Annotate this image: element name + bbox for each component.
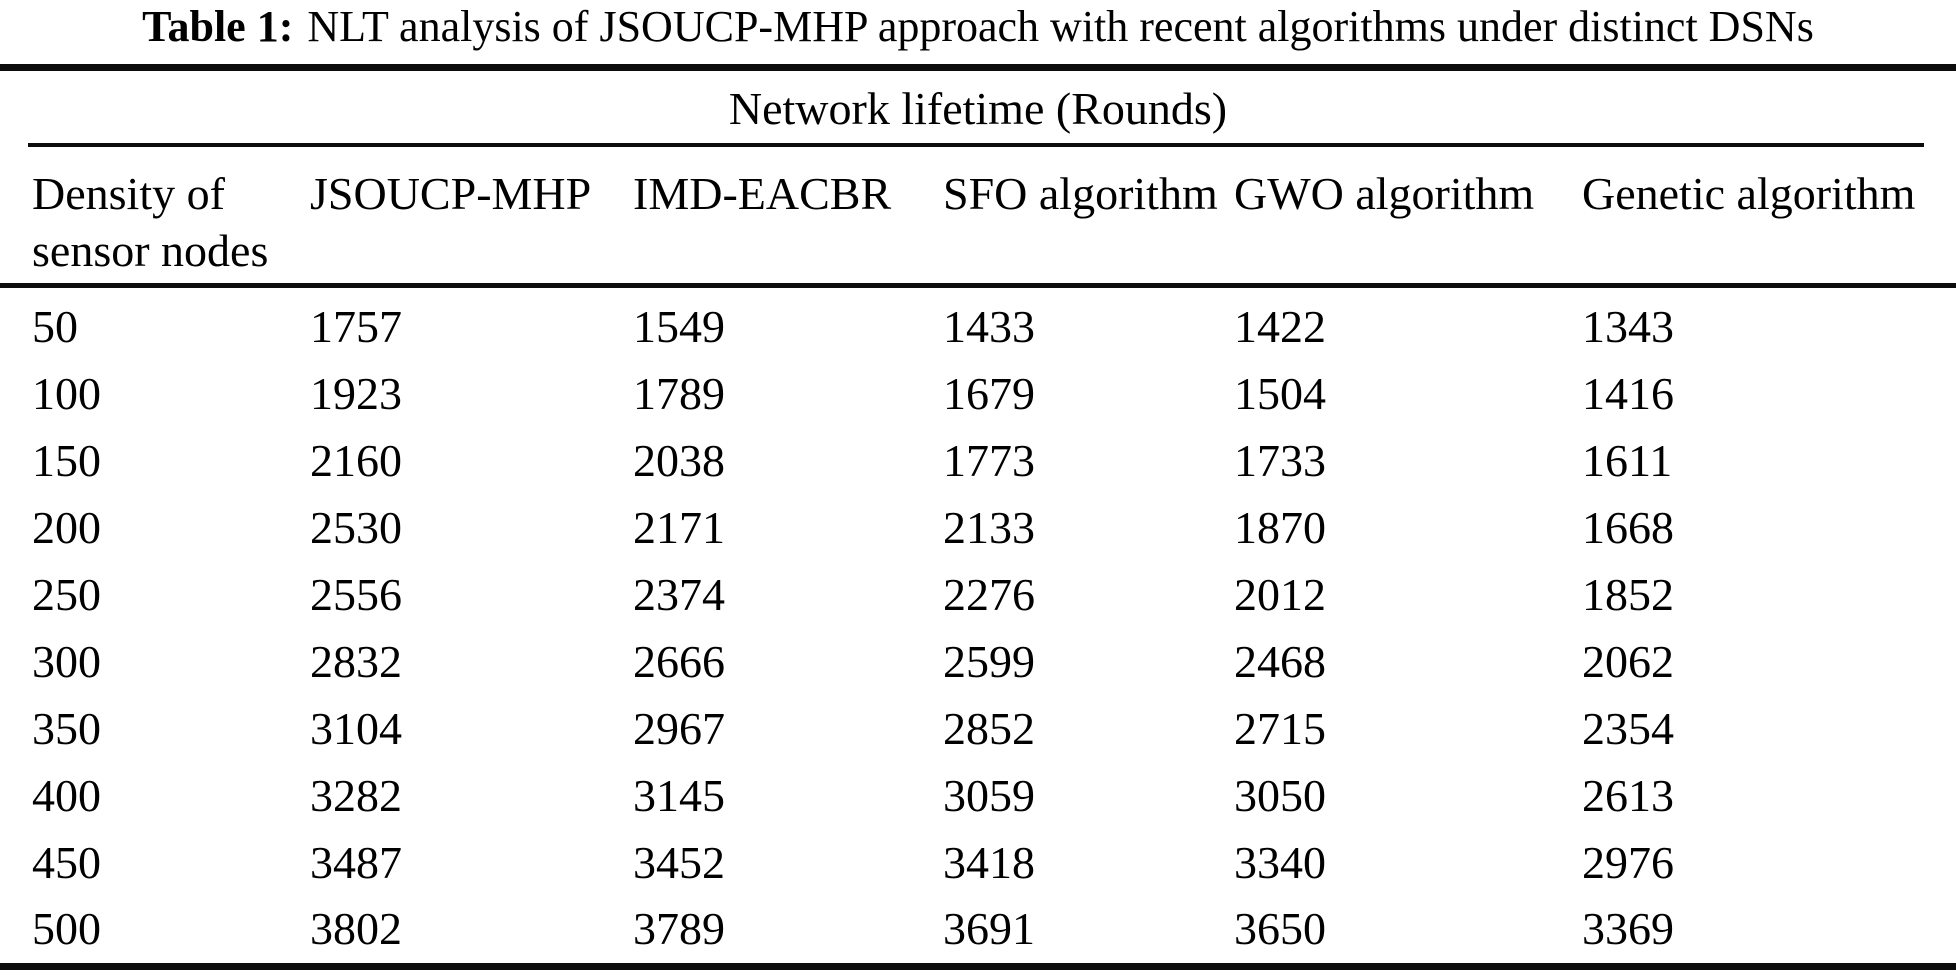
spanner-underline-rule <box>28 143 1924 147</box>
value-cell-row-3-col-4: 1870 <box>1234 502 1326 554</box>
value-cell-row-8-col-2: 3452 <box>633 836 725 888</box>
value-cell-row-8-col-1: 3487 <box>310 836 402 888</box>
density-cell-row-6: 350 <box>32 702 101 754</box>
value-cell-row-4-col-2: 2374 <box>633 569 725 620</box>
column-spanner-heading: Network lifetime (Rounds) <box>728 83 1228 134</box>
table-caption-label: Table 1: <box>142 2 294 51</box>
value-cell-row-7-col-1: 3282 <box>310 769 402 821</box>
density-cell-row-1: 100 <box>32 368 101 420</box>
column-header-imd-eacbr: IMD-EACBR <box>633 168 892 219</box>
value-cell-row-2-col-4: 1733 <box>1234 435 1326 487</box>
value-cell-row-2-col-5: 1611 <box>1582 435 1673 487</box>
column-header-sfo-algorithm: SFO algorithm <box>943 168 1218 219</box>
density-cell-row-8: 450 <box>32 836 101 888</box>
value-cell-row-0-col-1: 1757 <box>310 301 402 353</box>
value-cell-row-5-col-4: 2468 <box>1234 635 1326 687</box>
value-cell-row-0-col-5: 1343 <box>1582 301 1674 353</box>
value-cell-row-9-col-5: 3369 <box>1582 903 1674 955</box>
value-cell-row-6-col-5: 2354 <box>1582 702 1674 754</box>
value-cell-row-3-col-1: 2530 <box>310 502 402 554</box>
value-cell-row-2-col-2: 2038 <box>633 435 725 487</box>
density-cell-row-3: 200 <box>32 502 101 554</box>
value-cell-row-8-col-4: 3340 <box>1234 836 1326 888</box>
table-caption-text: NLT analysis of JSOUCP-MHP approach with recent algorithms under distinct DSNs <box>307 2 1814 51</box>
value-cell-row-4-col-1: 2556 <box>310 569 402 620</box>
value-cell-row-9-col-3: 3691 <box>943 903 1035 955</box>
table-header-row <box>0 165 1956 279</box>
value-cell-row-1-col-2: 1789 <box>633 368 725 420</box>
value-cell-row-1-col-5: 1416 <box>1582 368 1674 420</box>
density-cell-row-9: 500 <box>32 903 101 955</box>
value-cell-row-3-col-3: 2133 <box>943 502 1035 554</box>
value-cell-row-5-col-3: 2599 <box>943 635 1035 687</box>
value-cell-row-4-col-5: 1852 <box>1582 569 1674 620</box>
value-cell-row-9-col-2: 3789 <box>633 903 725 955</box>
density-cell-row-4: 250 <box>32 569 101 620</box>
value-cell-row-0-col-4: 1422 <box>1234 301 1326 353</box>
value-cell-row-6-col-1: 3104 <box>310 702 402 754</box>
column-header-genetic-algorithm: Genetic algorithm <box>1582 168 1916 219</box>
value-cell-row-5-col-2: 2666 <box>633 635 725 687</box>
table-caption <box>0 0 1956 54</box>
value-cell-row-5-col-5: 2062 <box>1582 635 1674 687</box>
value-cell-row-3-col-2: 2171 <box>633 502 725 554</box>
value-cell-row-4-col-4: 2012 <box>1234 569 1326 620</box>
column-header-jsoucp-mhp: JSOUCP-MHP <box>310 168 592 219</box>
value-cell-row-7-col-5: 2613 <box>1582 769 1674 821</box>
value-cell-row-1-col-1: 1923 <box>310 368 402 420</box>
value-cell-row-7-col-3: 3059 <box>943 769 1035 821</box>
value-cell-row-3-col-5: 1668 <box>1582 502 1674 554</box>
table-body <box>0 294 1956 963</box>
value-cell-row-7-col-2: 3145 <box>633 769 725 821</box>
density-cell-row-2: 150 <box>32 435 101 487</box>
column-header-gwo-algorithm: GWO algorithm <box>1234 168 1535 219</box>
density-cell-row-7: 400 <box>32 769 101 821</box>
table-top-rule <box>0 64 1956 71</box>
header-bottom-rule <box>0 283 1956 288</box>
value-cell-row-7-col-4: 3050 <box>1234 769 1326 821</box>
value-cell-row-0-col-3: 1433 <box>943 301 1035 353</box>
value-cell-row-9-col-1: 3802 <box>310 903 402 955</box>
value-cell-row-1-col-4: 1504 <box>1234 368 1326 420</box>
density-cell-row-0: 50 <box>32 301 78 353</box>
value-cell-row-1-col-3: 1679 <box>943 368 1035 420</box>
column-header-density-of-sensor-nodes: Density of sensor nodes <box>32 168 269 276</box>
table-bottom-rule <box>0 963 1956 970</box>
value-cell-row-5-col-1: 2832 <box>310 635 402 687</box>
value-cell-row-6-col-4: 2715 <box>1234 702 1326 754</box>
value-cell-row-8-col-3: 3418 <box>943 836 1035 888</box>
density-cell-row-5: 300 <box>32 635 101 687</box>
value-cell-row-2-col-3: 1773 <box>943 435 1035 487</box>
value-cell-row-6-col-2: 2967 <box>633 702 725 754</box>
value-cell-row-2-col-1: 2160 <box>310 435 402 487</box>
value-cell-row-0-col-2: 1549 <box>633 301 725 353</box>
value-cell-row-4-col-3: 2276 <box>943 569 1035 620</box>
value-cell-row-8-col-5: 2976 <box>1582 836 1674 888</box>
value-cell-row-9-col-4: 3650 <box>1234 903 1326 955</box>
value-cell-row-6-col-3: 2852 <box>943 702 1035 754</box>
